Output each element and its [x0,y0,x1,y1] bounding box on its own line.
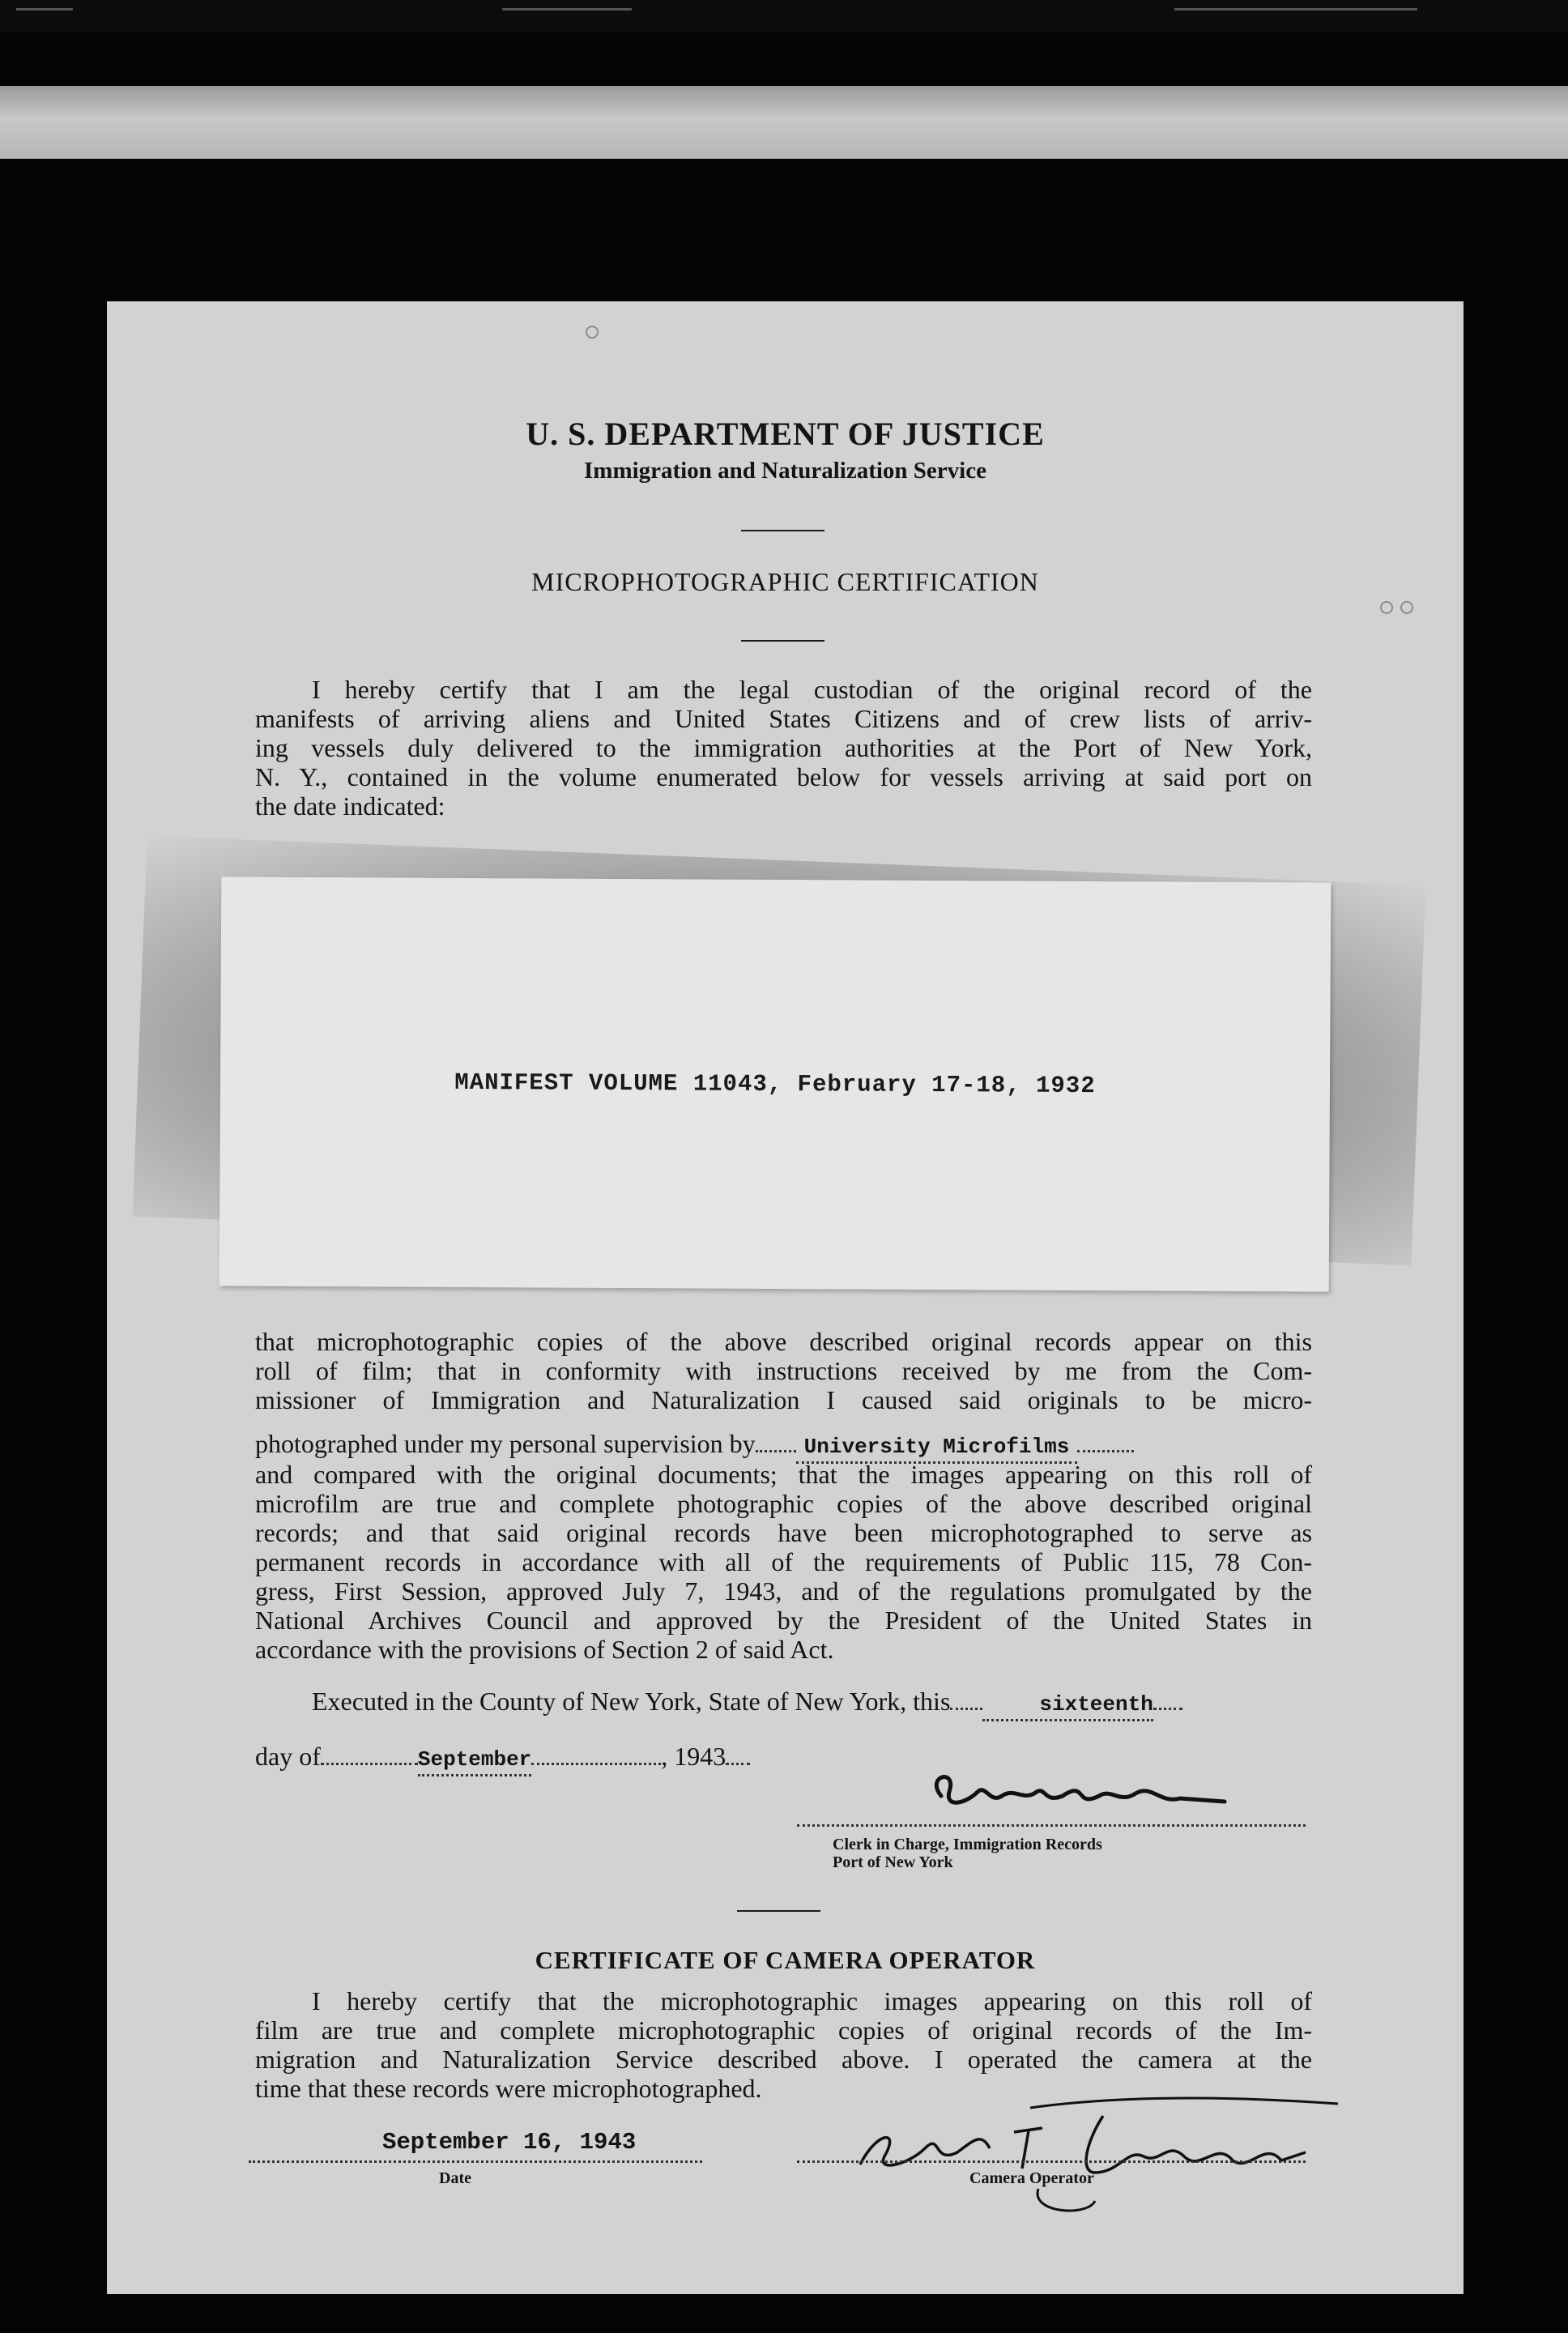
intro-line: N. Y., contained in the volume enumerated below for vessels arriving at said port on [255,762,1312,791]
film-leader-band [0,86,1568,159]
body-line: roll of film; that in conformity with instructions received by me from the Com- [255,1356,1312,1385]
service-subtitle: Immigration and Naturalization Service [584,458,986,484]
executed-day-value: sixteenth [982,1690,1153,1721]
year-value: , 1943 [661,1742,726,1771]
date-label: Date [439,2169,471,2187]
clerk-title: Clerk in Charge, Immigration Records [833,1836,1102,1853]
camera-line: time that these records were microphotographed. [255,2074,762,2103]
film-speck [16,8,73,11]
clerk-signature-line [797,1824,1306,1827]
divider [741,530,824,531]
section-title: MICROPHOTOGRAPHIC CERTIFICATION [531,567,1039,596]
body-line: missioner of Immigration and Naturalization I caused said originals to be micro- [255,1385,1312,1414]
clerk-location: Port of New York [833,1853,953,1871]
operator-label: Camera Operator [969,2169,1094,2187]
intro-line: I hereby certify that I am the legal custodian of the original record of the [312,675,1312,704]
divider [737,1910,820,1912]
body-line: accordance with the provisions of Section 2 of said Act. [255,1635,834,1664]
intro-line: manifests of arriving aliens and United States Citizens and of crew lists of arriv- [255,704,1312,733]
date-line [249,2160,702,2163]
manifest-volume-label: MANIFEST VOLUME 11043, February 17-18, 1932 [454,1068,1096,1100]
divider [741,640,824,642]
film-edge-top [0,0,1568,32]
body-line: gress, First Session, approved July 7, 1943, and of the regulations promulgated by the [255,1576,1312,1606]
punch-hole [1400,601,1413,614]
supervision-line [255,1429,1312,1464]
supervision-by-value: University Microfilms [796,1432,1078,1464]
operator-line [797,2160,1306,2163]
intro-line: ing vessels duly delivered to the immigration authorities at the Port of New York, [255,733,1312,762]
camera-line: film are true and complete microphotographic copies of original records of the Im- [255,2015,1312,2045]
punch-hole [1380,601,1393,614]
camera-date-value: September 16, 1943 [382,2129,637,2156]
department-title: U. S. DEPARTMENT OF JUSTICE [526,416,1045,452]
body-line: microfilm are true and complete photographic copies of the above described original [255,1489,1312,1518]
day-of-label: day of [255,1742,321,1771]
intro-line: the date indicated: [255,791,445,821]
film-speck [1174,8,1417,11]
certification-page [107,301,1464,2294]
body-line: that microphotographic copies of the above described original records appear on this [255,1327,1312,1356]
body-line: records; and that said original records have been microphotographed to serve as [255,1518,1312,1547]
executed-line [255,1687,1312,1721]
camera-operator-signature [852,2051,1354,2229]
body-line: National Archives Council and approved by the President of the United States in [255,1606,1312,1635]
body-line: and compared with the original documents; that the images appearing on this roll of [255,1460,1312,1489]
camera-certificate-title: CERTIFICATE OF CAMERA OPERATOR [535,1946,1036,1974]
clerk-signature [901,1759,1354,1832]
supervision-prefix: photographed under my personal supervision by [255,1429,756,1458]
executed-prefix: Executed in the County of New York, State of New York, this [312,1687,951,1716]
punch-hole [586,326,599,339]
body-line: permanent records in accordance with all of the requirements of Public 115, 78 Con- [255,1547,1312,1576]
manifest-card [219,876,1332,1291]
camera-line: I hereby certify that the microphotographic images appearing on this roll of [312,1986,1312,2015]
month-value: September [418,1745,531,1776]
camera-line: migration and Naturalization Service described above. I operated the camera at the [255,2045,1312,2074]
film-speck [502,8,632,11]
